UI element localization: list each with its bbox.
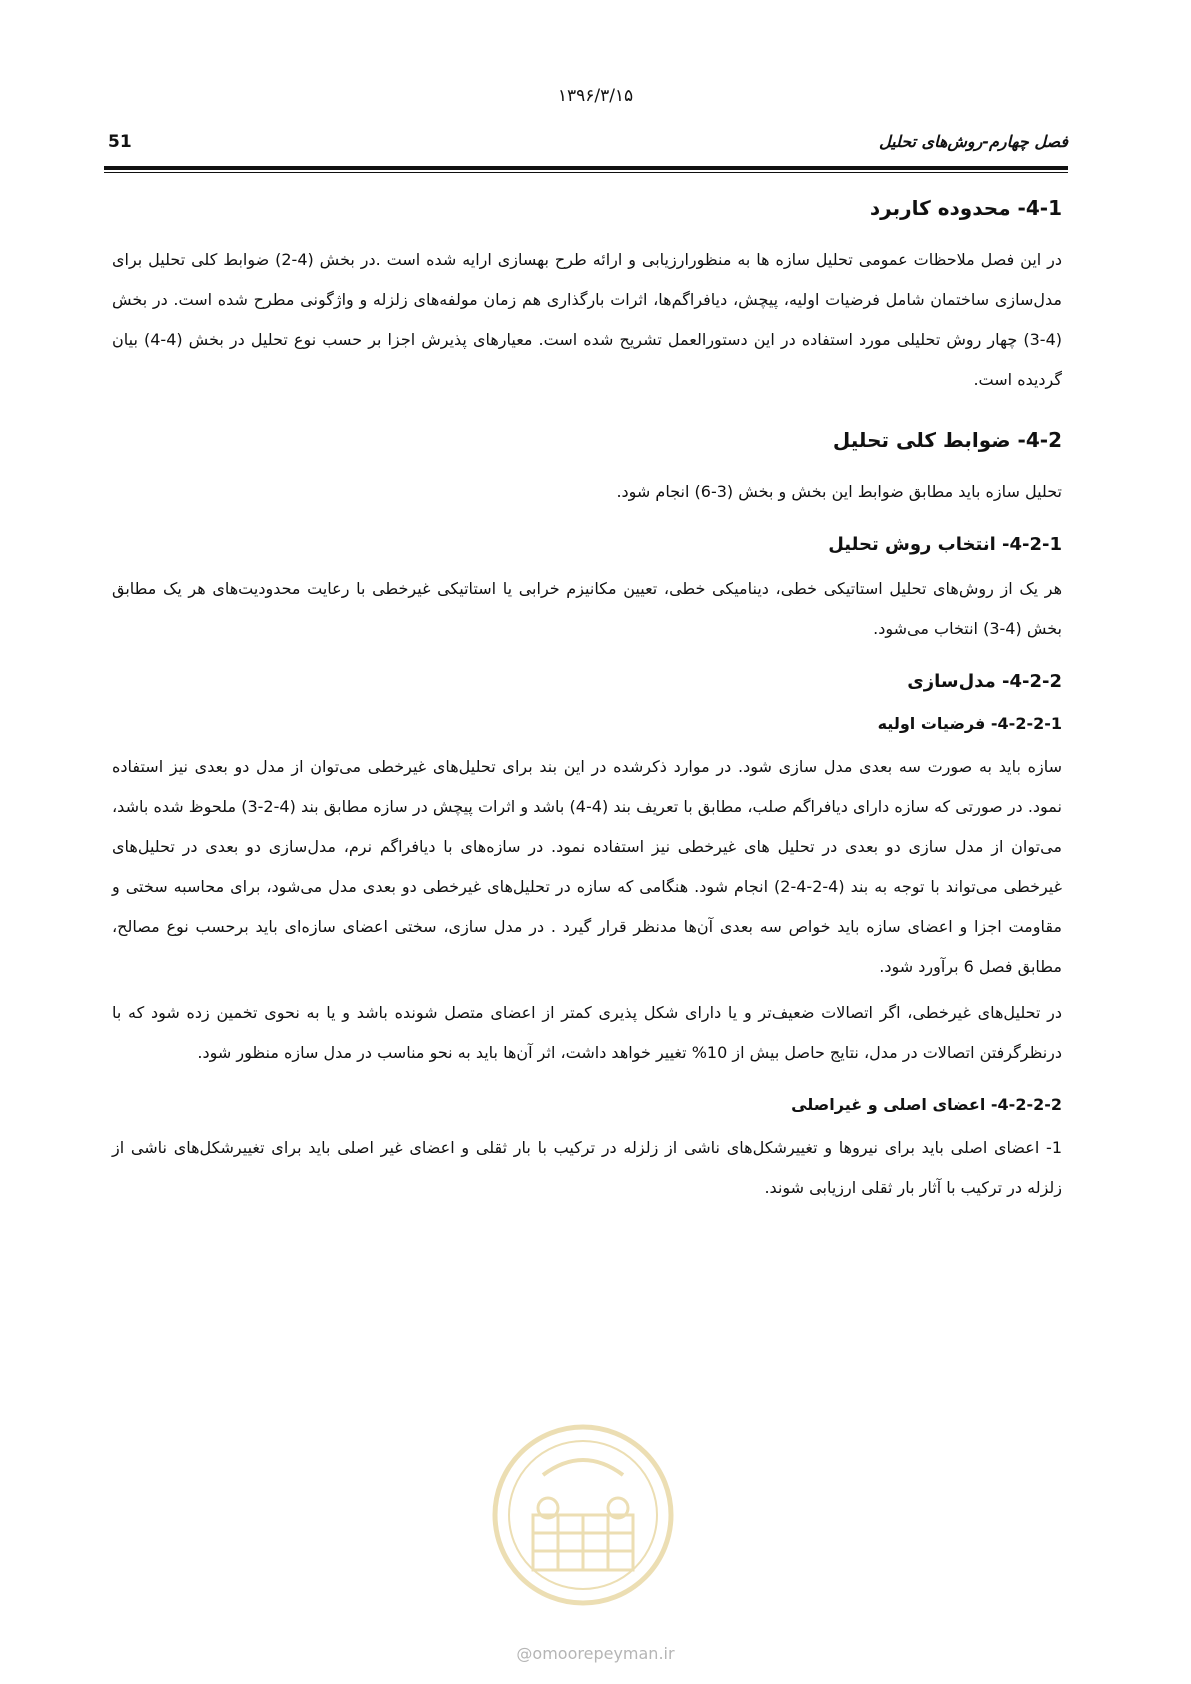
page-date: ۱۳۹۶/۳/۱۵ [557,86,634,106]
header-rule-thin [104,172,1068,173]
page-number: 51 [108,132,132,152]
section-paragraph: تحلیل سازه باید مطابق ضوابط این بخش و بخش (3-6) انجام شود. [616,482,1062,501]
subsubsection-heading: 4-2-2-2- اعضای اصلی و غیراصلی [791,1095,1062,1114]
section-general-criteria [112,428,1062,512]
section-heading: 4-2- ضوابط کلی تحلیل [832,428,1062,452]
section-paragraph: سازه باید به صورت سه بعدی مدل سازی شود. در موارد ذکرشده در این بند برای تحلیل‌های غیرخطی می‌توان از مدل دو بعدی نیز استفاده نمود. در صورتی که سازه دارای دیافراگم صلب، مطابق با تعریف بند (4-4) باشد و اثرات پیچش در سازه مطابق بند (4-2-3) ملحوظ شده باشد، می‌توان از مدل سازی دو بعدی در تحلیل های غیرخطی نیز استفاده نمود. در سازه‌های با دیافراگم نرم، مدل‌سازی دو بعدی در تحلیل‌های غیرخطی می‌تواند با توجه به بند (4-2-4-2) انجام شود. هنگامی که سازه در تحلیل‌های غیرخطی دو بعدی مدل می‌شود، برای محاسبه سختی و مقاومت اجزا و اعضای سازه باید خواص سه بعدی آن‌ها مدنظر قرار گیرد . در مدل سازی، سختی اعضای سازه‌ای باید برحسب نوع مصالح، مطابق فصل 6 برآورد شود. [112,757,1062,976]
main-content [112,188,1062,1208]
numbered-item [112,1128,1062,1208]
item-text: اعضای اصلی باید برای نیروها و تغییرشکل‌های ناشی از زلزله در ترکیب با بار ثقلی و اعضای غیر اصلی باید برای تغییرشکل‌های ناشی از زلزله در ترکیب با آثار بار ثقلی ارزیابی شوند. [112,1138,1062,1197]
section-primary-secondary [112,1095,1062,1208]
section-paragraph: هر یک از روش‌های تحلیل استاتیکی خطی، دینامیکی خطی، تعیین مکانیزم خرابی یا استاتیکی غیرخطی با رعایت محدودیت‌های هر یک مطابق بخش (4-3) انتخاب می‌شود. [112,579,1062,638]
section-heading: 4-1- محدوده کاربرد [869,196,1062,220]
header-rule-thick [104,166,1068,170]
watermark-url: @omoorepeyman.ir [516,1644,675,1663]
item-number: 1- [1046,1138,1062,1157]
subsection-heading: 4-2-1- انتخاب روش تحلیل [828,534,1062,555]
section-method-selection [112,534,1062,649]
subsubsection-heading: 4-2-2-1- فرضیات اولیه [877,714,1062,733]
section-paragraph: در تحلیل‌های غیرخطی، اگر اتصالات ضعیف‌تر و یا دارای شکل پذیری کمتر از اعضای متصل شونده باشد و یا به نحوی تخمین زده شود که با درنظرگرفتن اتصالات در مدل، نتایج حاصل بیش از 10% تغییر خواهد داشت، اثر آن‌ها باید به نحو مناسب در مدل سازه منظور شود. [112,1003,1062,1062]
section-assumptions [112,714,1062,1073]
watermark-logo-icon [488,1420,678,1610]
section-paragraph: در این فصل ملاحظات عمومی تحلیل سازه ها به منظورارزیابی و ارائه طرح بهسازی ارایه شده است .در بخش (4-2) ضوابط کلی تحلیل برای مدل‌سازی ساختمان شامل فرضیات اولیه، پیچش، دیافراگم‌ها، اثرات بارگذاری هم زمان مولفه‌های زلزله و واژگونی مطرح شده است. در بخش (4-3) چهار روش تحلیلی مورد استفاده در این دستورالعمل تشریح شده است. معیارهای پذیرش اجزا بر حسب نوع تحلیل در بخش (4-4) بیان گردیده است. [112,250,1063,389]
section-scope [112,196,1062,400]
subsection-heading: 4-2-2- مدل‌سازی [907,671,1062,692]
chapter-title: فصل چهارم-روش‌های تحلیل [878,132,1068,151]
page-header [108,132,1068,162]
section-modeling [112,671,1062,692]
